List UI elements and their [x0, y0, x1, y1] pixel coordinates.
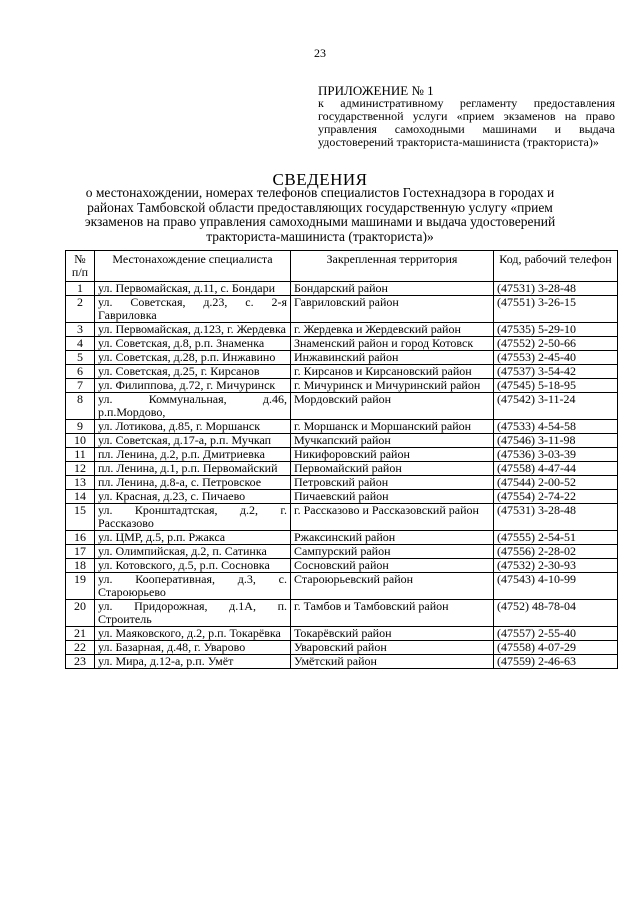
row-territory: г. Кирсанов и Кирсановский район: [291, 365, 494, 379]
row-territory: Сосновский район: [291, 559, 494, 573]
row-territory: г. Моршанск и Моршанский район: [291, 420, 494, 434]
row-territory: г. Тамбов и Тамбовский район: [291, 600, 494, 627]
row-phone: (47545) 5-18-95: [494, 379, 618, 393]
table-row: [66, 641, 618, 655]
row-phone: (47531) 3-28-48: [494, 504, 618, 531]
row-phone: (47553) 2-45-40: [494, 351, 618, 365]
header-phone: Код, рабочий телефон: [494, 251, 618, 282]
table-row: [66, 655, 618, 669]
row-number: 1: [66, 282, 95, 296]
row-number: 19: [66, 573, 95, 600]
table-row: [66, 573, 618, 600]
table-row: [66, 365, 618, 379]
row-number: 5: [66, 351, 95, 365]
table-row: [66, 504, 618, 531]
row-address: ул. ЦМР, д.5, р.п. Ржакса: [95, 531, 291, 545]
row-phone: (47543) 4-10-99: [494, 573, 618, 600]
row-address: ул. Придорожная, д.1А, п. Строитель: [95, 600, 291, 627]
row-territory: Инжавинский район: [291, 351, 494, 365]
row-territory: Уваровский район: [291, 641, 494, 655]
table-row: [66, 393, 618, 420]
table-row: [66, 627, 618, 641]
row-address: ул. Советская, д.28, р.п. Инжавино: [95, 351, 291, 365]
row-number: 6: [66, 365, 95, 379]
row-number: 22: [66, 641, 95, 655]
row-address: пл. Ленина, д.8-а, с. Петровское: [95, 476, 291, 490]
table-row: [66, 379, 618, 393]
row-phone: (47558) 4-07-29: [494, 641, 618, 655]
table-row: [66, 476, 618, 490]
row-address: ул. Советская, д.17-а, р.п. Мучкап: [95, 434, 291, 448]
row-phone: (47531) 3-28-48: [494, 282, 618, 296]
row-number: 11: [66, 448, 95, 462]
row-territory: Мучкапский район: [291, 434, 494, 448]
row-address: ул. Советская, д.23, с. 2-я Гавриловка: [95, 296, 291, 323]
row-address: ул. Кронштадтская, д.2, г. Рассказово: [95, 504, 291, 531]
row-phone: (4752) 48-78-04: [494, 600, 618, 627]
table-row: [66, 545, 618, 559]
row-territory: Никифоровский район: [291, 448, 494, 462]
row-phone: (47552) 2-50-66: [494, 337, 618, 351]
document-subtitle: о местонахождении, номерах телефонов специалистов Гостехнадзора в городах и районах Тамбовской области предоставляющих государственную услугу «прием экзаменов на право управления самоходными машинами и выдача удостоверений тракториста-машиниста (тракториста)»: [84, 185, 556, 244]
header-territory: Закрепленная территория: [291, 251, 494, 282]
row-address: ул. Первомайская, д.123, г. Жердевка: [95, 323, 291, 337]
row-territory: Умётский район: [291, 655, 494, 669]
row-phone: (47558) 4-47-44: [494, 462, 618, 476]
table-body: [66, 282, 618, 669]
row-number: 18: [66, 559, 95, 573]
row-territory: Ржаксинский район: [291, 531, 494, 545]
row-phone: (47557) 2-55-40: [494, 627, 618, 641]
table-row: [66, 462, 618, 476]
row-address: ул. Мира, д.12-а, р.п. Умёт: [95, 655, 291, 669]
row-number: 9: [66, 420, 95, 434]
row-phone: (47535) 5-29-10: [494, 323, 618, 337]
row-address: ул. Олимпийская, д.2, п. Сатинка: [95, 545, 291, 559]
row-number: 7: [66, 379, 95, 393]
table-row: [66, 337, 618, 351]
header-location: Местонахождение специалиста: [95, 251, 291, 282]
row-number: 16: [66, 531, 95, 545]
row-territory: Мордовский район: [291, 393, 494, 420]
table-row: [66, 490, 618, 504]
row-number: 23: [66, 655, 95, 669]
row-address: ул. Лотикова, д.85, г. Моршанск: [95, 420, 291, 434]
table-row: [66, 296, 618, 323]
row-phone: (47551) 3-26-15: [494, 296, 618, 323]
row-number: 20: [66, 600, 95, 627]
row-number: 8: [66, 393, 95, 420]
row-phone: (47533) 4-54-58: [494, 420, 618, 434]
row-phone: (47536) 3-03-39: [494, 448, 618, 462]
table-row: [66, 351, 618, 365]
row-phone: (47556) 2-28-02: [494, 545, 618, 559]
table-row: [66, 282, 618, 296]
row-number: 3: [66, 323, 95, 337]
row-territory: Гавриловский район: [291, 296, 494, 323]
row-phone: (47544) 2-00-52: [494, 476, 618, 490]
row-number: 12: [66, 462, 95, 476]
row-territory: Токарёвский район: [291, 627, 494, 641]
row-address: ул. Советская, д.25, г. Кирсанов: [95, 365, 291, 379]
row-territory: Пичаевский район: [291, 490, 494, 504]
row-address: пл. Ленина, д.2, р.п. Дмитриевка: [95, 448, 291, 462]
row-number: 2: [66, 296, 95, 323]
row-territory: Бондарский район: [291, 282, 494, 296]
row-territory: Староюрьевский район: [291, 573, 494, 600]
table-row: [66, 448, 618, 462]
page-number: 23: [314, 46, 326, 60]
row-address: ул. Первомайская, д.11, с. Бондари: [95, 282, 291, 296]
row-number: 10: [66, 434, 95, 448]
table-row: [66, 531, 618, 545]
specialists-table: [65, 250, 618, 669]
table-row: [66, 323, 618, 337]
table-row: [66, 420, 618, 434]
row-phone: (47546) 3-11-98: [494, 434, 618, 448]
table-header-row: [66, 251, 618, 282]
row-number: 13: [66, 476, 95, 490]
row-number: 21: [66, 627, 95, 641]
row-address: ул. Филиппова, д.72, г. Мичуринск: [95, 379, 291, 393]
row-phone: (47542) 3-11-24: [494, 393, 618, 420]
table-row: [66, 434, 618, 448]
row-territory: Петровский район: [291, 476, 494, 490]
row-address: ул. Советская, д.8, р.п. Знаменка: [95, 337, 291, 351]
row-territory: г. Мичуринск и Мичуринский район: [291, 379, 494, 393]
row-number: 17: [66, 545, 95, 559]
row-phone: (47537) 3-54-42: [494, 365, 618, 379]
row-address: ул. Котовского, д.5, р.п. Сосновка: [95, 559, 291, 573]
appendix-block: [318, 84, 615, 149]
row-address: ул. Базарная, д.48, г. Уварово: [95, 641, 291, 655]
row-number: 4: [66, 337, 95, 351]
row-phone: (47559) 2-46-63: [494, 655, 618, 669]
row-territory: Знаменский район и город Котовск: [291, 337, 494, 351]
header-number: № п/п: [66, 251, 95, 282]
appendix-text: к административному регламенту предоставления государственной услуги «прием экзаменов на право управления самоходными машинами и выдача удостоверений тракториста-машиниста (тракториста)»: [318, 96, 615, 149]
appendix-title: ПРИЛОЖЕНИЕ № 1: [318, 83, 434, 98]
row-address: ул. Маяковского, д.2, р.п. Токарёвка: [95, 627, 291, 641]
document-heading: СВЕДЕНИЯ: [272, 170, 368, 189]
row-territory: г. Рассказово и Рассказовский район: [291, 504, 494, 531]
row-phone: (47532) 2-30-93: [494, 559, 618, 573]
row-territory: Сампурский район: [291, 545, 494, 559]
table-row: [66, 600, 618, 627]
row-territory: Первомайский район: [291, 462, 494, 476]
row-address: ул. Красная, д.23, с. Пичаево: [95, 490, 291, 504]
row-number: 14: [66, 490, 95, 504]
row-address: ул. Кооперативная, д.3, с. Староюрьево: [95, 573, 291, 600]
row-address: ул. Коммунальная, д.46, р.п.Мордово,: [95, 393, 291, 420]
row-phone: (47555) 2-54-51: [494, 531, 618, 545]
row-address: пл. Ленина, д.1, р.п. Первомайский: [95, 462, 291, 476]
row-territory: г. Жердевка и Жердевский район: [291, 323, 494, 337]
table-row: [66, 559, 618, 573]
row-number: 15: [66, 504, 95, 531]
row-phone: (47554) 2-74-22: [494, 490, 618, 504]
